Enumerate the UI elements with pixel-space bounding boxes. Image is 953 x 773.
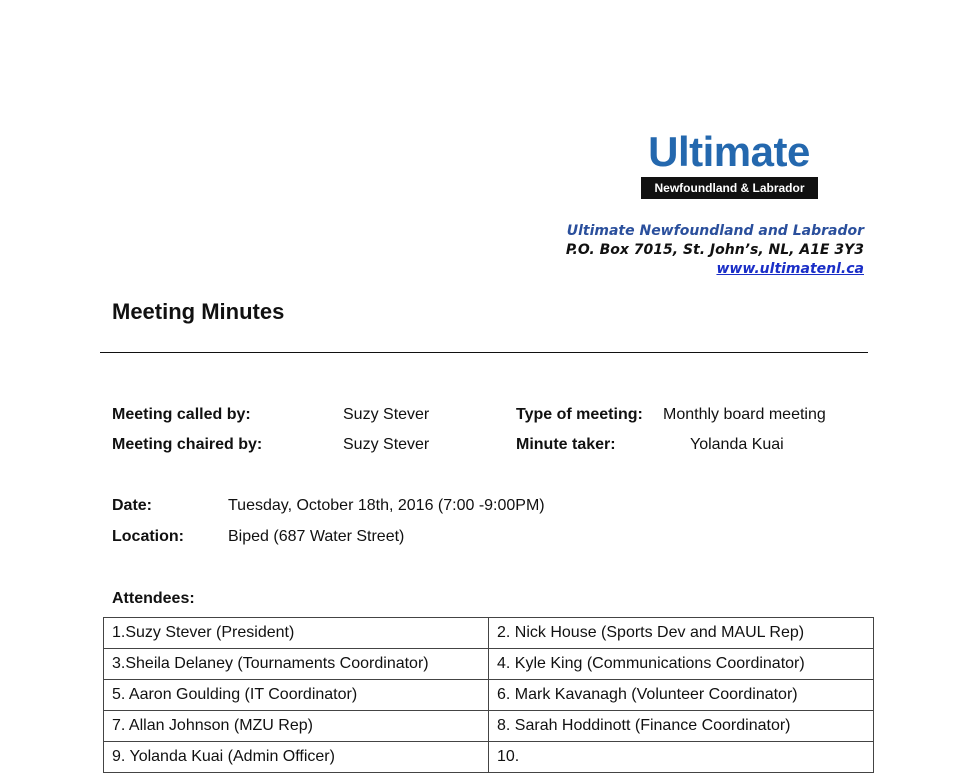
- title-divider: [100, 352, 868, 353]
- table-row: [104, 649, 874, 680]
- date-value: Tuesday, October 18th, 2016 (7:00 -9:00PM): [228, 497, 545, 514]
- meeting-type-value: Monthly board meeting: [663, 406, 826, 423]
- page-title: Meeting Minutes: [112, 299, 285, 324]
- table-row: [104, 618, 874, 649]
- attendee-cell: 4. Kyle King (Communications Coordinator): [489, 649, 874, 680]
- attendee-cell: 1.Suzy Stever (President): [104, 618, 489, 649]
- org-address-block: [566, 222, 864, 279]
- location-value: Biped (687 Water Street): [228, 528, 405, 545]
- attendee-cell: 2. Nick House (Sports Dev and MAUL Rep): [489, 618, 874, 649]
- chaired-by-value: Suzy Stever: [343, 436, 430, 453]
- logo-wordmark: Ultimate: [648, 128, 810, 175]
- called-by-value: Suzy Stever: [343, 406, 430, 423]
- table-row: [104, 711, 874, 742]
- attendee-cell: 7. Allan Johnson (MZU Rep): [104, 711, 489, 742]
- attendee-cell: 8. Sarah Hoddinott (Finance Coordinator): [489, 711, 874, 742]
- org-website-link[interactable]: www.ultimatenl.ca: [716, 261, 864, 277]
- org-name: Ultimate Newfoundland and Labrador: [566, 223, 864, 239]
- table-row: [104, 680, 874, 711]
- called-by-label: Meeting called by:: [112, 406, 251, 423]
- attendee-cell: 3.Sheila Delaney (Tournaments Coordinator): [104, 649, 489, 680]
- attendee-cell: 5. Aaron Goulding (IT Coordinator): [104, 680, 489, 711]
- attendee-cell: 6. Mark Kavanagh (Volunteer Coordinator): [489, 680, 874, 711]
- attendee-cell: 9. Yolanda Kuai (Admin Officer): [104, 742, 489, 773]
- attendee-cell: 10.: [489, 742, 874, 773]
- chaired-by-label: Meeting chaired by:: [112, 436, 263, 453]
- minute-taker-label: Minute taker:: [516, 436, 616, 453]
- minute-taker-value: Yolanda Kuai: [690, 436, 784, 453]
- attendees-table: [103, 617, 874, 773]
- attendees-heading: Attendees:: [112, 590, 195, 607]
- logo-banner: Newfoundland & Labrador: [641, 177, 818, 199]
- ultimate-nl-logo: [638, 128, 820, 195]
- location-label: Location:: [112, 528, 184, 545]
- date-label: Date:: [112, 497, 153, 514]
- org-address: P.O. Box 7015, St. John’s, NL, A1E 3Y3: [565, 242, 864, 258]
- table-row: [104, 742, 874, 773]
- meeting-type-label: Type of meeting:: [516, 406, 643, 423]
